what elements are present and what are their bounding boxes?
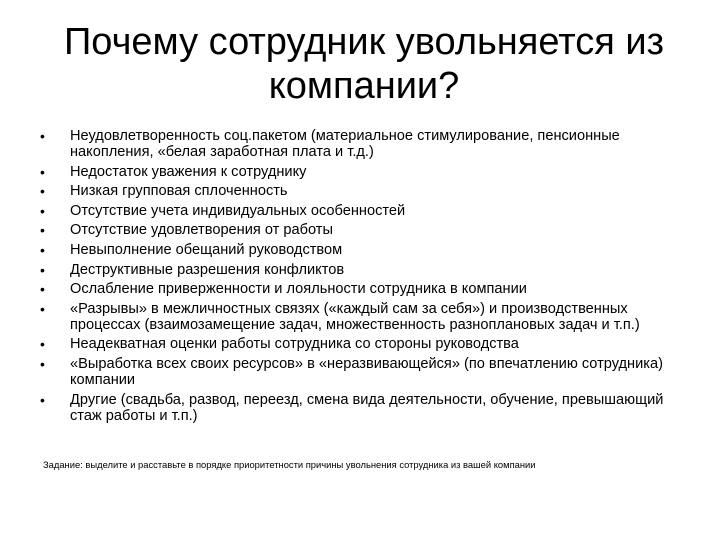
bullet-item (38, 242, 698, 258)
bullet-item (38, 281, 698, 297)
bullet-item (38, 164, 698, 180)
bullet-dot-icon: • (40, 128, 45, 144)
bullet-dot-icon: • (40, 391, 45, 408)
bullet-text: Ослабление приверженности и лояльности сотрудника в компании (70, 281, 527, 298)
bullet-text: «Выработка всех своих ресурсов» в «неразвивающейся» (по впечатлению сотрудника) компании (70, 355, 663, 388)
bullet-item (38, 128, 698, 160)
bullet-item (38, 183, 698, 199)
bullet-item (38, 336, 698, 352)
slide-title: Почему сотрудник увольняется из компании? (63, 21, 665, 107)
bullet-item (38, 203, 698, 219)
bullet-dot-icon: • (40, 183, 45, 200)
bullet-text: Невыполнение обещаний руководством (70, 241, 343, 258)
bullet-dot-icon: • (40, 163, 45, 180)
bullet-text: Деструктивные разрешения конфликтов (70, 261, 345, 278)
bullet-item (38, 301, 698, 333)
bullet-dot-icon: • (40, 241, 45, 258)
bullet-text: Низкая групповая сплоченность (70, 183, 288, 200)
bullet-dot-icon: • (40, 261, 45, 278)
bullet-item (38, 392, 698, 424)
bullet-dot-icon: • (40, 202, 45, 219)
bullet-dot-icon: • (40, 336, 45, 353)
bullet-text: Отсутствие удовлетворения от работы (70, 222, 333, 239)
bullet-dot-icon: • (40, 300, 45, 317)
bullet-item (38, 262, 698, 278)
task-footnote: Задание: выделите и расставьте в порядке приоритетности причины увольнения сотрудника из вашей компании (43, 459, 536, 470)
bullet-text: Недостаток уважения к сотруднику (70, 163, 307, 180)
bullet-dot-icon: • (40, 355, 45, 372)
bullet-text: Неудовлетворенность соц.пакетом (материальное стимулирование, пенсионные накопления, «белая заработная плата и т.д.) (70, 128, 620, 160)
bullet-dot-icon: • (40, 281, 45, 298)
bullet-list (38, 128, 698, 427)
bullet-item (38, 356, 698, 388)
bullet-text: Другие (свадьба, развод, переезд, смена вида деятельности, обучение, превышающий стаж работы и т.п.) (70, 391, 664, 424)
bullet-item (38, 222, 698, 238)
bullet-text: Неадекватная оценки работы сотрудника со стороны руководства (70, 336, 519, 353)
bullet-text: «Разрывы» в межличностных связях («каждый сам за себя») и производственных процессах (взаимозамещение задач, множественность разноплановых задач и т.п.) (70, 300, 640, 333)
bullet-dot-icon: • (40, 222, 45, 239)
bullet-text: Отсутствие учета индивидуальных особенностей (70, 202, 406, 219)
